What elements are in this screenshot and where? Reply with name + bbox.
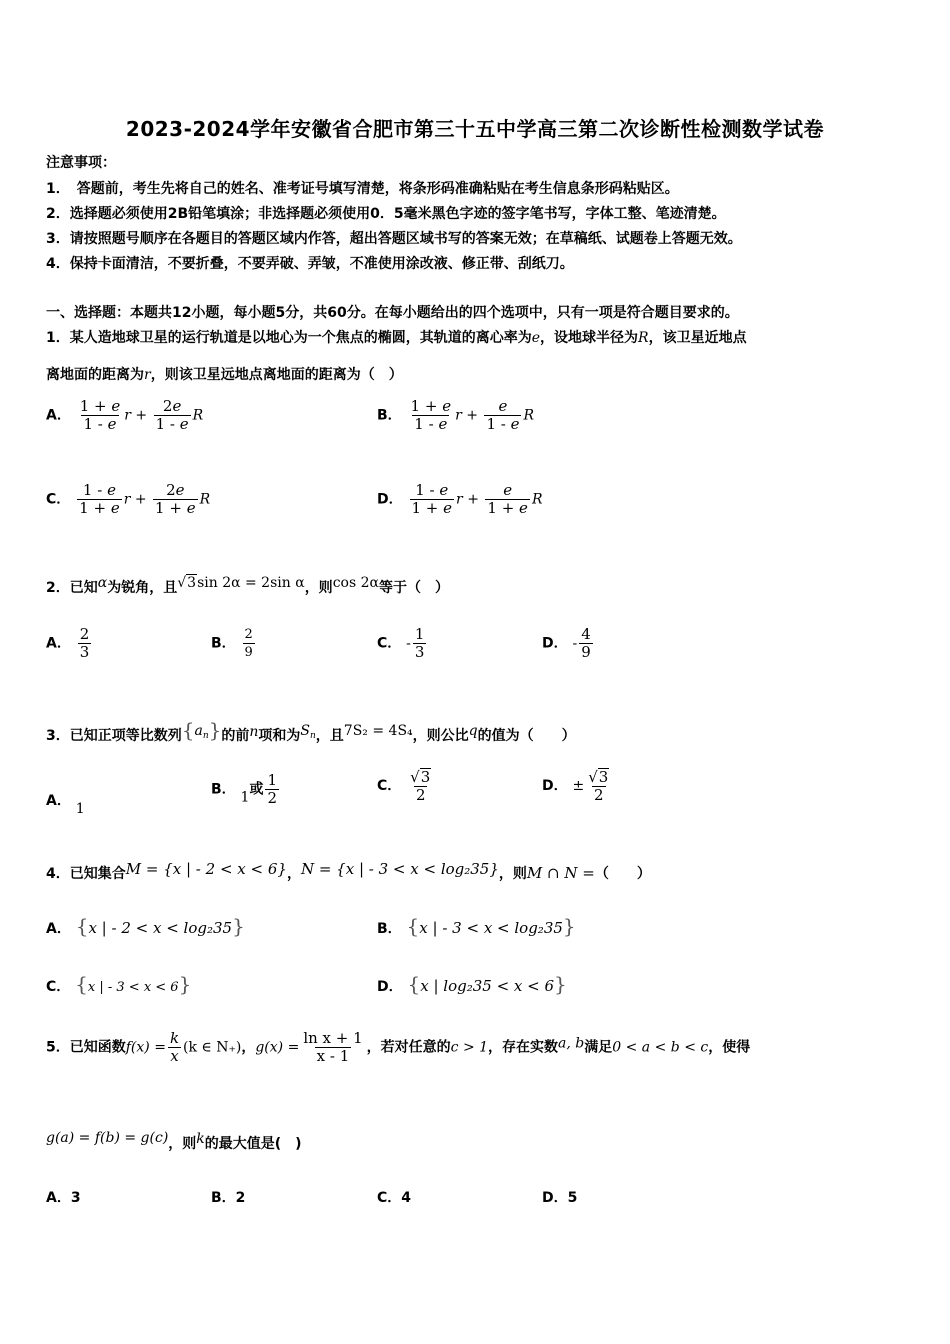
- q3-option-b-label: B．: [211, 781, 236, 798]
- q1-option-c-label: C．: [46, 491, 71, 508]
- q2-var-alpha: α: [97, 575, 108, 591]
- q5-option-d-label: D．: [542, 1190, 568, 1206]
- q1-var-r: r: [144, 367, 151, 383]
- fraction: $\frac{√3}{2}$: [588, 768, 609, 804]
- q3-text-d: ，且: [315, 728, 344, 744]
- q4-option-c-label: C．: [46, 979, 71, 995]
- q4-text-b: ，则: [498, 866, 527, 882]
- q2-text-c: ，则: [304, 580, 333, 596]
- q3-text-b: 的前: [221, 728, 250, 744]
- q2-cos: cos 2α: [332, 575, 379, 591]
- fraction: $\frac{1 - e}{1 + e}$: [79, 481, 120, 517]
- q4-intersection: M ∩ N =: [526, 864, 595, 882]
- fraction: $\frac{1}{3}$: [414, 625, 425, 661]
- q5-option-c-value: 4: [401, 1190, 412, 1206]
- q4-set-N: N = {x | - 3 < x < log₂35}: [300, 860, 499, 878]
- q1-option-d[interactable]: D． $\frac{1 - e}{1 + e}$ r + $\frac{e}{1 + e}$ R: [377, 481, 543, 517]
- fraction: $\frac{2e}{1 - e}$: [155, 397, 189, 433]
- q4-option-b-label: B．: [377, 921, 402, 937]
- q3-var-q: q: [468, 723, 478, 739]
- question-1-line-1: [46, 327, 747, 347]
- q1-var-e: e: [531, 330, 541, 346]
- fraction: $\frac{k}{x}$: [169, 1029, 180, 1065]
- q2-option-c[interactable]: [377, 626, 428, 661]
- q5-g: g(x) =: [255, 1039, 300, 1056]
- notice-item-2: 2．选择题必须使用2B铅笔填涂；非选择题必须使用0．5毫米黑色字迹的签字笔书写，字体工整、笔迹清楚。: [46, 206, 726, 222]
- q1-text-c: ，该卫星近地点: [648, 330, 747, 346]
- fraction: $\frac{e}{1 + e}$: [487, 481, 528, 517]
- q1-text-b: ，设地球半径为: [540, 330, 639, 346]
- q5-text-f: ，则: [168, 1136, 197, 1152]
- q4-option-d-set: x | log₂35 < x < 6: [420, 977, 555, 995]
- q2-option-b[interactable]: [211, 626, 257, 661]
- q5-option-b-value: 2: [235, 1190, 246, 1206]
- q2-option-d-label: D．: [542, 635, 568, 652]
- q3-or: 或: [249, 781, 264, 798]
- q2-equation: √3sin 2α = 2sin α: [177, 575, 305, 591]
- q4-option-b-set: x | - 3 < x < log₂35: [419, 919, 563, 937]
- q3-text-c: 项和为: [258, 728, 301, 744]
- fraction: $\frac{2e}{1 + e}$: [155, 481, 196, 517]
- q5-option-d[interactable]: [542, 1187, 577, 1207]
- q5-option-d-value: 5: [567, 1190, 578, 1206]
- q1-option-b-label: B．: [377, 407, 402, 424]
- notice-item-3: 3．请按照题号顺序在各题目的答题区域内作答，超出答题区域书写的答案无效；在草稿纸、试题卷上答题无效。: [46, 231, 742, 247]
- q4-set-M: M = {x | - 2 < x < 6}: [125, 860, 287, 878]
- q2-option-d[interactable]: [542, 626, 595, 661]
- q2-option-c-label: C．: [377, 635, 402, 652]
- q5-option-a-label: A．: [46, 1190, 71, 1206]
- q3-text-e: ，则公比: [412, 728, 469, 744]
- fraction: $\frac{\text{ln x + 1}}{x - 1}$: [303, 1029, 363, 1065]
- plus-minus: ±: [572, 778, 585, 794]
- q1-option-c[interactable]: C． $\frac{1 - e}{1 + e}$ r + $\frac{2e}{1 + e}$ R: [46, 481, 211, 517]
- q3-option-a-value: 1: [75, 801, 85, 817]
- q5-c-gt: c > 1: [450, 1039, 489, 1056]
- q5-sep: ，: [241, 1039, 256, 1056]
- q2-option-b-label: B．: [211, 635, 236, 652]
- q5-text-d: 满足: [584, 1039, 613, 1056]
- q5-option-a[interactable]: [46, 1187, 81, 1207]
- q3-option-a-label: A．: [46, 793, 71, 809]
- sign: -: [406, 635, 411, 652]
- q4-option-a-set: x | - 2 < x < log₂35: [88, 919, 233, 937]
- question-1-line-2: [46, 364, 403, 384]
- q2-option-a-label: A．: [46, 635, 71, 652]
- q5-inequality: 0 < a < b < c: [612, 1039, 709, 1056]
- q4-option-c-set: x | - 3 < x < 6: [87, 980, 179, 995]
- q5-equation: g(a) = f(b) = g(c): [46, 1130, 169, 1146]
- question-2: [46, 574, 449, 597]
- fraction: $\frac{√3}{2}$: [410, 768, 431, 804]
- q5-f: f(x) =: [125, 1039, 166, 1056]
- q2-text-b: 为锐角，且: [107, 580, 178, 596]
- q5-option-b-label: B．: [211, 1190, 236, 1206]
- q3-text-f: 的值为（ ）: [477, 728, 576, 744]
- q4-option-a-label: A．: [46, 921, 71, 937]
- q1-option-d-label: D．: [377, 491, 403, 508]
- q4-text-c: （ ）: [594, 866, 651, 882]
- section-heading: 一、选择题：本题共12小题，每小题5分，共60分。在每小题给出的四个选项中，只有一项是符合题目要求的。: [46, 305, 739, 321]
- q5-option-c-label: C．: [377, 1190, 402, 1206]
- q4-text-a: 4．已知集合: [46, 866, 126, 882]
- q4-option-d-label: D．: [377, 979, 403, 995]
- notice-item-4: 4．保持卡面清洁，不要折叠，不要弄破、弄皱，不准使用涂改液、修正带、刮纸刀。: [46, 256, 574, 272]
- q2-text-d: 等于（ ）: [378, 580, 449, 596]
- fraction: $\frac{2}{9}$: [244, 627, 253, 660]
- notice-item-1: 1． 答题前，考生先将自己的姓名、准考证号填写清楚，将条形码准确粘贴在考生信息条形码粘贴区。: [46, 181, 679, 197]
- q1-option-a-label: A．: [46, 407, 71, 424]
- q3-option-b-one: 1: [240, 789, 250, 806]
- q3-option-d[interactable]: [542, 768, 613, 804]
- fraction: $\frac{1}{2}$: [267, 771, 278, 807]
- q5-text-a: 5．已知函数: [46, 1039, 126, 1056]
- q1-option-a[interactable]: A． $\frac{1 + e}{1 - e}$ r + $\frac{2e}{1 - e}$ R: [46, 397, 204, 433]
- q3-var-n: n: [249, 724, 259, 740]
- fraction: $\frac{1 + e}{1 - e}$: [410, 397, 452, 433]
- q1-text-d: 离地面的距离为: [46, 367, 144, 383]
- fraction: $\frac{2}{3}$: [79, 625, 90, 661]
- fraction: $\frac{e}{1 - e}$: [486, 397, 520, 433]
- q2-option-a[interactable]: [46, 626, 93, 661]
- q3-text-a: 3．已知正项等比数列: [46, 728, 182, 744]
- q5-text-b: ，若对任意的: [366, 1039, 451, 1056]
- question-5-line-2: [46, 1130, 302, 1153]
- question-5-line-1: [46, 1030, 750, 1065]
- q4-sep: ，: [286, 866, 301, 882]
- q3-equation: 7S₂ = 4S₄: [343, 723, 413, 739]
- q3-option-a[interactable]: [46, 790, 85, 817]
- fraction: $\frac{1 - e}{1 + e}$: [411, 481, 453, 517]
- q5-text-c: ，存在实数: [488, 1039, 559, 1056]
- q5-option-a-value: 3: [70, 1190, 81, 1206]
- q5-option-b[interactable]: [211, 1187, 245, 1207]
- q3-option-b[interactable]: [211, 772, 281, 807]
- q4-option-d[interactable]: D． {x | log₂35 < x < 6}: [377, 972, 567, 996]
- question-4: [46, 860, 651, 883]
- q1-text-a: 1．某人造地球卫星的运行轨道是以地心为一个焦点的椭圆，其轨道的离心率为: [46, 330, 532, 346]
- q1-text-e: ，则该卫星远地点离地面的距离为（ ）: [150, 367, 403, 383]
- q5-text-g: 的最大值是( ): [204, 1136, 302, 1152]
- question-3: 3．已知正项等比数列$\{a_n\}$的前n项和为$S_n$，且7S₂ = 4S₄，则公比q的值为（ ）: [46, 718, 576, 744]
- q5-ab: a, b: [558, 1035, 585, 1052]
- q1-option-b[interactable]: B． $\frac{1 + e}{1 - e}$ r + $\frac{e}{1 - e}$ R: [377, 397, 535, 433]
- q5-var-k: k: [196, 1131, 205, 1147]
- sign: -: [572, 635, 578, 652]
- q5-option-c[interactable]: [377, 1187, 411, 1207]
- page-title: 2023-2024学年安徽省合肥市第三十五中学高三第二次诊断性检测数学试卷: [125, 117, 825, 141]
- q5-domain: (k ∈ N₊): [183, 1039, 242, 1056]
- q3-option-d-label: D．: [542, 778, 568, 794]
- notice-heading: 注意事项：: [46, 155, 116, 171]
- q3-option-c-label: C．: [377, 778, 402, 794]
- q4-option-c[interactable]: C． {x | - 3 < x < 6}: [46, 972, 192, 996]
- q3-option-c[interactable]: [377, 768, 435, 804]
- q4-option-a[interactable]: A． {x | - 2 < x < log₂35}: [46, 914, 245, 938]
- q2-text-a: 2．已知: [46, 580, 98, 596]
- fraction: $\frac{1 + e}{1 - e}$: [79, 397, 121, 433]
- fraction: $\frac{4}{9}$: [581, 625, 591, 661]
- q5-text-e: ，使得: [708, 1039, 751, 1056]
- q1-var-R: R: [638, 330, 649, 346]
- q4-option-b[interactable]: B． {x | - 3 < x < log₂35}: [377, 914, 576, 938]
